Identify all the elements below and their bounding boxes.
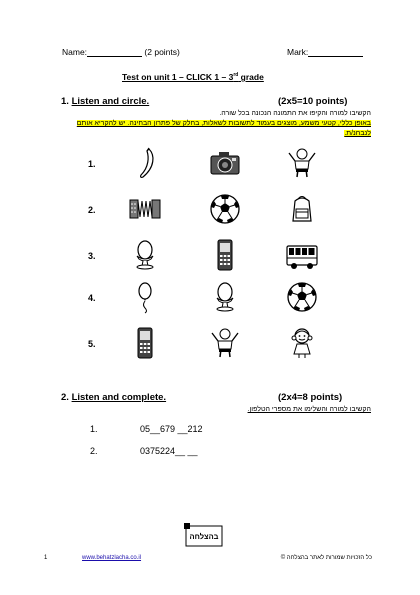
footer-link[interactable]: www.behatzlacha.co.il — [82, 555, 142, 561]
section1-number: 1. — [61, 96, 69, 107]
logo-text: בהצלחה — [189, 532, 219, 541]
row-3-label: 3. — [88, 251, 96, 261]
mobile-phone-icon[interactable] — [129, 327, 161, 359]
row-4-label: 4. — [88, 293, 96, 303]
complete-item-2 — [90, 446, 98, 456]
section1-note-text: באופן כללי, קטעי משמע, מוצגים בעמוד לתשובות לשאלות, בחלק של פתרון הבחינה. יש להקריא אותם לנבחנ/ת. — [76, 120, 371, 137]
football-icon[interactable] — [286, 281, 318, 313]
mark-label-line — [287, 47, 363, 57]
section2-points: (2x4=8 points) — [278, 392, 343, 403]
test-title-end: grade — [238, 72, 264, 82]
banana-icon[interactable] — [129, 147, 161, 179]
page-number: 1 — [44, 555, 48, 561]
section1-points: (2x5=10 points) — [278, 96, 348, 107]
balloon-icon[interactable] — [129, 281, 161, 313]
row-1-label: 1. — [88, 159, 96, 169]
test-title-sup: rd — [233, 72, 239, 79]
egg-cup-icon[interactable] — [209, 281, 241, 313]
test-title — [122, 72, 264, 82]
complete-item-2-value[interactable]: 0375224__ __ — [140, 446, 198, 456]
complete-item-1-value[interactable]: 05__679 __212 — [140, 424, 203, 434]
row-2-label: 2. — [88, 205, 96, 215]
name-label-line — [62, 47, 180, 57]
section2-heading — [61, 392, 166, 403]
section1-heading — [61, 96, 149, 107]
football-icon[interactable] — [209, 193, 241, 225]
section1-title: Listen and circle. — [71, 96, 150, 107]
row-5-label: 5. — [88, 339, 96, 349]
name-label: Name: — [62, 47, 88, 57]
name-blank[interactable] — [87, 56, 142, 57]
complete-item-1-label: 1. — [90, 424, 98, 434]
mark-blank[interactable] — [308, 56, 363, 57]
footer-rights: כל הזכויות שמורות לאתר בהצלחה © — [280, 555, 372, 561]
boy-icon[interactable] — [209, 327, 241, 359]
section1-note — [65, 119, 371, 139]
camera-icon[interactable] — [209, 147, 241, 179]
accordion-icon[interactable] — [129, 193, 161, 225]
backpack-icon[interactable] — [286, 193, 318, 225]
mobile-phone-icon[interactable] — [209, 239, 241, 271]
complete-item-1 — [90, 424, 98, 434]
section1-instruction: הקשיבו למורה והקיפו את התמונה הנכונה בכל שורה. — [219, 110, 371, 117]
name-points: (2 points) — [144, 47, 180, 57]
egg-cup-icon[interactable] — [129, 239, 161, 271]
behatzlacha-logo — [184, 523, 224, 549]
section2-instruction: הקשיבו למורה והשלימו את מספרי הטלפון. — [247, 406, 371, 413]
test-title-text: Test on unit 1 – CLICK 1 – 3 — [122, 72, 234, 82]
section2-title: Listen and complete. — [71, 392, 167, 403]
complete-item-2-label: 2. — [90, 446, 98, 456]
boy-icon[interactable] — [286, 147, 318, 179]
mark-label: Mark: — [287, 47, 309, 57]
bus-icon[interactable] — [286, 239, 318, 271]
section2-number: 2. — [61, 392, 69, 403]
girl-icon[interactable] — [286, 327, 318, 359]
